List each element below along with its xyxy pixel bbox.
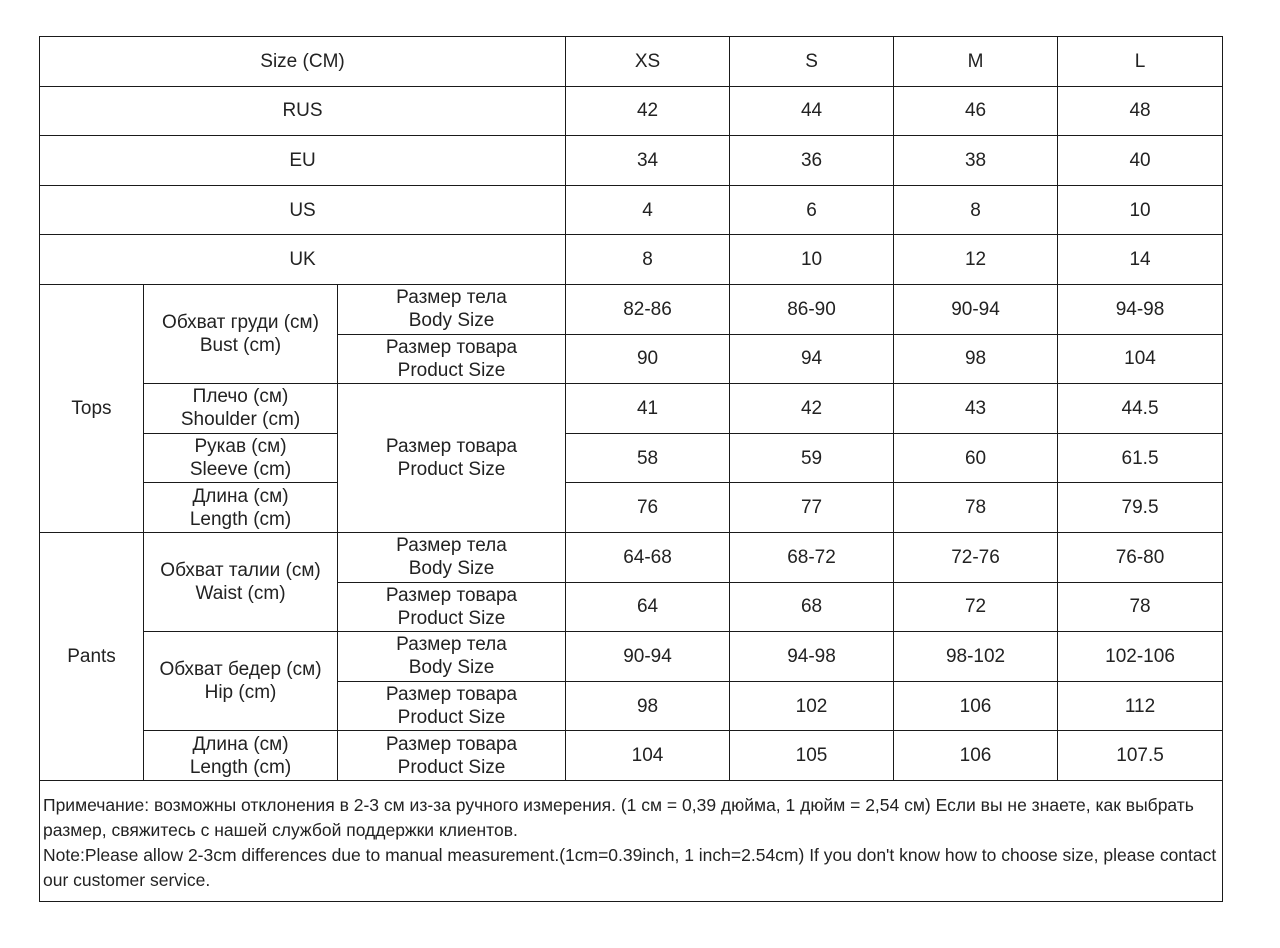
body-size-label (338, 284, 566, 334)
table-cell: 78 (894, 483, 1058, 533)
product-size-label-ru: Размер товара (385, 584, 518, 606)
body-size-label (338, 632, 566, 682)
table-cell: 90-94 (566, 632, 730, 682)
table-cell: 64-68 (566, 532, 730, 582)
pants-section-label: Pants (40, 532, 144, 780)
table-cell: 72-76 (894, 532, 1058, 582)
table-cell: 94-98 (1058, 284, 1223, 334)
table-cell: 98-102 (894, 632, 1058, 682)
table-cell: 43 (894, 384, 1058, 434)
table-cell: 10 (1058, 185, 1223, 235)
table-cell: 8 (566, 235, 730, 285)
length-label-ru: Длина (см) (192, 485, 289, 507)
table-cell: 104 (1058, 334, 1223, 384)
table-cell: 98 (566, 681, 730, 731)
note-text-ru: Примечание: возможны отклонения в 2-3 см из-за ручного измерения. (1 см = 0,39 дюйма, 1 дюйм = 2,54 см) Если вы не знаете, как выбрать размер, свяжитесь с нашей службой поддержки клиентов. (43, 794, 1194, 840)
table-cell: 6 (730, 185, 894, 235)
note-cell (40, 780, 1223, 901)
conversion-row-uk (40, 235, 1223, 285)
tops-length-row (40, 483, 1223, 533)
table-cell: 44 (730, 86, 894, 136)
product-size-label-en: Product Size (397, 707, 506, 729)
table-cell: 59 (730, 433, 894, 483)
body-size-label-en: Body Size (408, 310, 495, 332)
table-cell: 38 (894, 136, 1058, 186)
conversion-row-rus (40, 86, 1223, 136)
size-header-label: Size (CM) (40, 37, 566, 87)
table-cell: 41 (566, 384, 730, 434)
size-header-s: S (730, 37, 894, 87)
table-cell: 102 (730, 681, 894, 731)
waist-label-en: Waist (cm) (195, 583, 286, 605)
header-row (40, 37, 1223, 87)
body-size-label-en: Body Size (408, 657, 495, 679)
size-header-xs: XS (566, 37, 730, 87)
table-cell: 76-80 (1058, 532, 1223, 582)
table-cell: 112 (1058, 681, 1223, 731)
note-text-en: Note:Please allow 2-3cm differences due to manual measurement.(1cm=0.39inch, 1 inch=2.54cm) If you don't know how to choose size, please contact our customer service. (43, 844, 1217, 890)
table-cell: 8 (894, 185, 1058, 235)
tops-shoulder-row (40, 384, 1223, 434)
table-cell: 68 (730, 582, 894, 632)
tops-section-label: Tops (40, 284, 144, 532)
size-chart-table (39, 36, 1223, 902)
table-cell: 58 (566, 433, 730, 483)
waist-label-ru: Обхват талии (см) (160, 560, 321, 582)
table-cell: 98 (894, 334, 1058, 384)
product-size-label (338, 731, 566, 781)
table-cell: 94-98 (730, 632, 894, 682)
product-size-label-ru: Размер товара (385, 684, 518, 706)
product-size-label (338, 681, 566, 731)
bust-label-en: Bust (cm) (199, 335, 282, 357)
product-size-label-en: Product Size (397, 607, 506, 629)
size-header-m: M (894, 37, 1058, 87)
pants-hip-body-row (40, 632, 1223, 682)
body-size-label-ru: Размер тела (396, 634, 507, 656)
table-cell: 64 (566, 582, 730, 632)
shoulder-measure-label (144, 384, 338, 434)
body-size-label-ru: Размер тела (396, 535, 507, 557)
bust-label-ru: Обхват груди (см) (162, 312, 319, 334)
table-cell: 72 (894, 582, 1058, 632)
table-cell: 77 (730, 483, 894, 533)
length-measure-label (144, 731, 338, 781)
table-cell: 48 (1058, 86, 1223, 136)
conversion-label: RUS (40, 86, 566, 136)
bust-measure-label (144, 284, 338, 383)
table-cell: 4 (566, 185, 730, 235)
sleeve-measure-label (144, 433, 338, 483)
pants-waist-body-row (40, 532, 1223, 582)
product-size-label-en: Product Size (397, 459, 506, 481)
table-cell: 78 (1058, 582, 1223, 632)
length-measure-label (144, 483, 338, 533)
body-size-label (338, 532, 566, 582)
table-cell: 82-86 (566, 284, 730, 334)
conversion-row-us (40, 185, 1223, 235)
length-label-en: Length (cm) (189, 508, 292, 530)
table-cell: 107.5 (1058, 731, 1223, 781)
conversion-label: UK (40, 235, 566, 285)
note-row (40, 780, 1223, 901)
product-size-label-ru: Размер товара (385, 733, 518, 755)
sleeve-label-en: Sleeve (cm) (189, 459, 292, 481)
shoulder-label-ru: Плечо (см) (192, 386, 289, 408)
table-cell: 60 (894, 433, 1058, 483)
table-cell: 61.5 (1058, 433, 1223, 483)
product-size-label (338, 582, 566, 632)
table-cell: 42 (566, 86, 730, 136)
table-cell: 102-106 (1058, 632, 1223, 682)
table-cell: 90 (566, 334, 730, 384)
table-cell: 106 (894, 731, 1058, 781)
hip-label-ru: Обхват бедер (см) (159, 659, 322, 681)
table-cell: 36 (730, 136, 894, 186)
table-cell: 40 (1058, 136, 1223, 186)
hip-measure-label (144, 632, 338, 731)
table-cell: 10 (730, 235, 894, 285)
product-size-label-ru: Размер товара (385, 336, 518, 358)
conversion-label: US (40, 185, 566, 235)
body-size-label-ru: Размер тела (396, 287, 507, 309)
product-size-label-en: Product Size (397, 359, 506, 381)
tops-sleeve-row (40, 433, 1223, 483)
body-size-label-en: Body Size (408, 558, 495, 580)
table-cell: 68-72 (730, 532, 894, 582)
table-cell: 44.5 (1058, 384, 1223, 434)
table-cell: 105 (730, 731, 894, 781)
sleeve-label-ru: Рукав (см) (194, 436, 287, 458)
product-size-label-ru: Размер товара (385, 436, 518, 458)
table-cell: 104 (566, 731, 730, 781)
table-cell: 12 (894, 235, 1058, 285)
product-size-label (338, 334, 566, 384)
table-cell: 14 (1058, 235, 1223, 285)
table-cell: 86-90 (730, 284, 894, 334)
table-cell: 94 (730, 334, 894, 384)
conversion-row-eu (40, 136, 1223, 186)
size-header-l: L (1058, 37, 1223, 87)
shoulder-label-en: Shoulder (cm) (180, 409, 301, 431)
table-cell: 90-94 (894, 284, 1058, 334)
table-cell: 34 (566, 136, 730, 186)
table-cell: 76 (566, 483, 730, 533)
tops-bust-body-row (40, 284, 1223, 334)
product-size-label (338, 384, 566, 533)
length-label-ru: Длина (см) (192, 733, 289, 755)
pants-length-row (40, 731, 1223, 781)
product-size-label-en: Product Size (397, 756, 506, 778)
waist-measure-label (144, 532, 338, 631)
table-cell: 42 (730, 384, 894, 434)
table-cell: 79.5 (1058, 483, 1223, 533)
table-cell: 46 (894, 86, 1058, 136)
conversion-label: EU (40, 136, 566, 186)
table-cell: 106 (894, 681, 1058, 731)
length-label-en: Length (cm) (189, 756, 292, 778)
hip-label-en: Hip (cm) (204, 682, 277, 704)
